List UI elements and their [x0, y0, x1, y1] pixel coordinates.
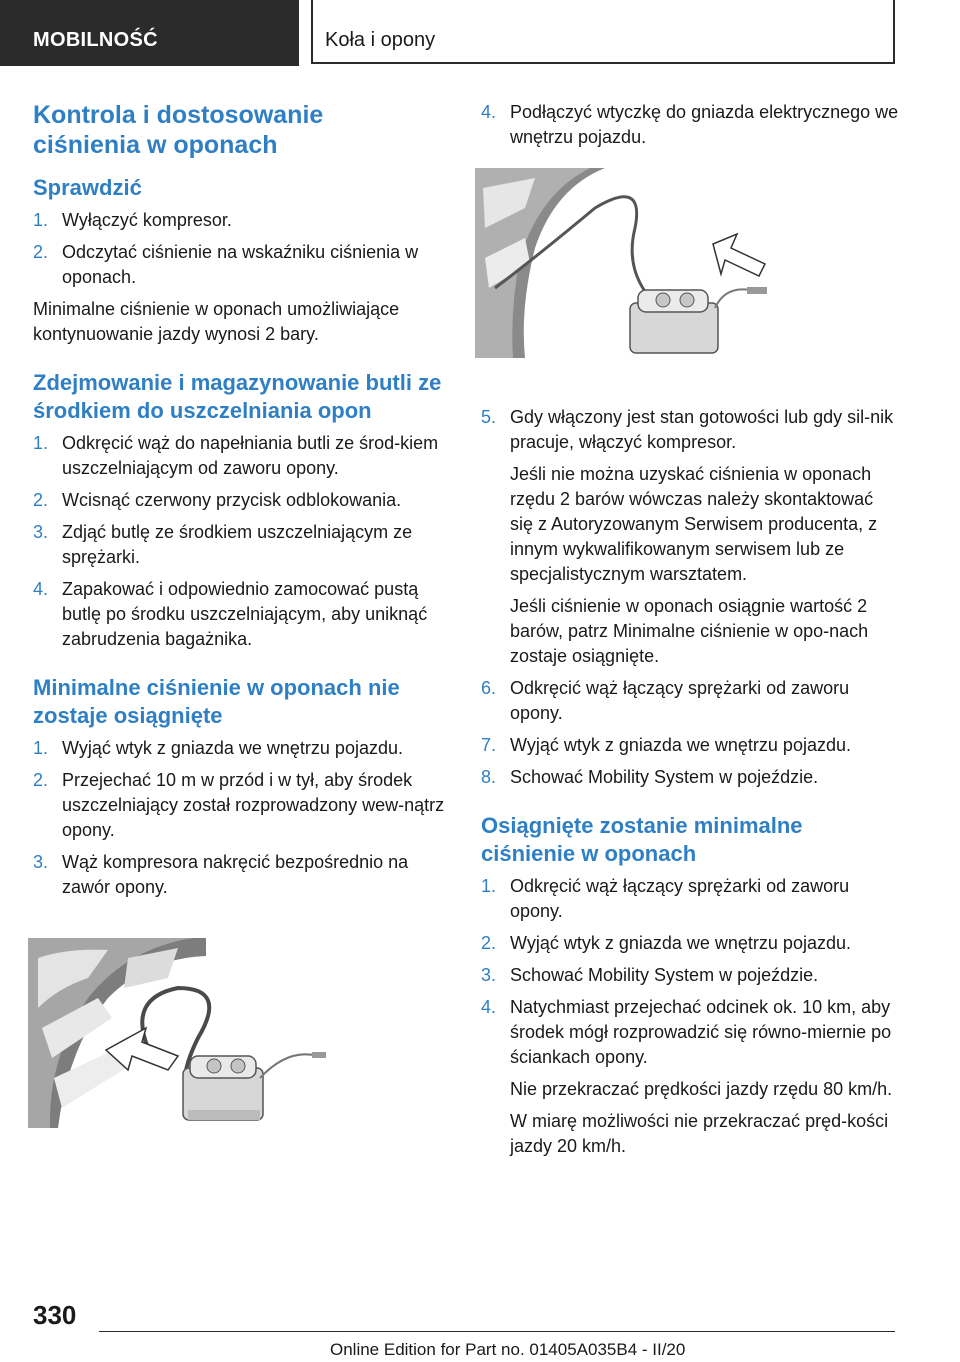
list-item [33, 736, 453, 761]
compressor-steps [481, 405, 901, 790]
step-text: Wyjąć wtyk z gniazda we wnętrzu pojazdu. [510, 933, 851, 953]
step-note: Nie przekraczać prędkości jazdy rzędu 80 km/h. [510, 1079, 893, 1099]
step-text: Przejechać 10 m w przód i w tył, aby środek uszczelniający został rozprowadzony wew-nątrz opony. [62, 770, 445, 840]
step-number: 7. [481, 735, 497, 755]
reached-heading: Osiągnięte zostanie minimalne ciśnienie w oponach [481, 813, 803, 866]
right-column-lower [481, 405, 901, 1173]
list-item [481, 995, 901, 1159]
list-item [481, 100, 901, 150]
check-heading: Sprawdzić [33, 175, 142, 200]
step-note: Jeśli ciśnienie w oponach osiągnie wartość 2 barów, patrz Minimalne ciśnienie w opo-nach zostaje osiągnięte. [510, 596, 869, 666]
removal-heading: Zdejmowanie i magazynowanie butli ze środkiem do uszczelniania opon [33, 370, 442, 423]
list-item [33, 208, 453, 233]
page-number: 330 [33, 1300, 77, 1330]
step-number: 5. [481, 407, 497, 427]
not-reached-section [33, 674, 453, 900]
header-section-tab: MOBILNOŚĆ [0, 0, 299, 66]
step-number: 4. [33, 579, 49, 599]
list-item [481, 676, 901, 726]
step-number: 2. [33, 490, 49, 510]
compressor-graphic [183, 1056, 263, 1120]
check-note: Minimalne ciśnienie w oponach umożliwiające kontynuowanie jazdy wynosi 2 bary. [33, 299, 400, 344]
step-number: 2. [481, 933, 497, 953]
step-number: 6. [481, 678, 497, 698]
not-reached-heading: Minimalne ciśnienie w oponach nie zostaje osiągnięte [33, 675, 400, 728]
list-item [481, 765, 901, 790]
footer-edition-text: Online Edition for Part no. 01405A035B4 - II/20 [330, 1340, 686, 1359]
plug-graphic [312, 1052, 326, 1058]
list-item [481, 931, 901, 956]
step-text: Zdjąć butlę ze środkiem uszczelniającym ze sprężarki. [62, 522, 413, 567]
step-text: Wyłączyć kompresor. [62, 210, 232, 230]
step-text: Odkręcić wąż do napełniania butli ze środ-kiem uszczelniającym od zaworu opony. [62, 433, 439, 478]
step-text: Wąż kompresora nakręcić bezpośrednio na zawór opony. [62, 852, 409, 897]
step-number: 2. [33, 242, 49, 262]
step-text: Zapakować i odpowiednio zamocować pustą butlę po środku uszczelniającym, aby uniknąć zabrudzenia bagażnika. [62, 579, 428, 649]
removal-steps [33, 431, 453, 652]
step-note: W miarę możliwości nie przekraczać pręd-kości jazdy 20 km/h. [510, 1111, 889, 1156]
plug-graphic [747, 287, 767, 294]
header-chapter-title: Koła i opony [311, 0, 895, 64]
step-text: Wyjąć wtyk z gniazda we wnętrzu pojazdu. [62, 738, 403, 758]
left-column [33, 100, 453, 914]
plug-socket-illustration [475, 168, 785, 358]
list-item [33, 488, 453, 513]
step-text: Schować Mobility System w pojeździe. [510, 767, 819, 787]
page-title: Kontrola i dostosowanie ciśnienia w oponach [33, 101, 324, 159]
step-number: 1. [33, 210, 49, 230]
step-text: Schować Mobility System w pojeździe. [510, 965, 819, 985]
compressor-valve-illustration [28, 938, 338, 1128]
step-number: 4. [481, 102, 497, 122]
list-item [481, 733, 901, 758]
list-item [481, 405, 901, 669]
step-number: 1. [33, 738, 49, 758]
step-number: 1. [33, 433, 49, 453]
list-item [33, 520, 453, 570]
check-steps [33, 208, 453, 290]
check-section [33, 174, 453, 347]
footer-divider [99, 1331, 895, 1332]
reached-steps [481, 874, 901, 1159]
step-text: Odczytać ciśnienie na wskaźniku ciśnienia w oponach. [62, 242, 419, 287]
connect-steps [481, 100, 901, 150]
list-item [481, 963, 901, 988]
step-text: Odkręcić wąż łączący sprężarki od zaworu opony. [510, 678, 850, 723]
removal-section [33, 369, 453, 652]
step-text: Gdy włączony jest stan gotowości lub gdy sil-nik pracuje, włączyć kompresor. [510, 407, 894, 452]
compressor-graphic [630, 290, 718, 353]
not-reached-steps [33, 736, 453, 900]
step-number: 8. [481, 767, 497, 787]
right-column [481, 100, 901, 157]
step-number: 2. [33, 770, 49, 790]
step-number: 3. [481, 965, 497, 985]
list-item [481, 874, 901, 924]
list-item [33, 850, 453, 900]
step-number: 1. [481, 876, 497, 896]
step-text: Natychmiast przejechać odcinek ok. 10 km, aby środek mógł rozprowadzić się równo-miernie po ściankach opony. [510, 997, 892, 1067]
step-text: Odkręcić wąż łączący sprężarki od zaworu opony. [510, 876, 850, 921]
step-number: 3. [33, 522, 49, 542]
reached-section [481, 812, 901, 1159]
step-number: 3. [33, 852, 49, 872]
step-text: Podłączyć wtyczkę do gniazda elektrycznego we wnętrzu pojazdu. [510, 102, 899, 147]
list-item [33, 768, 453, 843]
list-item [33, 431, 453, 481]
step-text: Wyjąć wtyk z gniazda we wnętrzu pojazdu. [510, 735, 851, 755]
step-note: Jeśli nie można uzyskać ciśnienia w oponach rzędu 2 barów wówczas należy skontaktować się z Autoryzowanym Serwisem producenta, z innym wykwalifikowanym serwisem lub ze specjalistycznym warsztatem. [510, 464, 878, 584]
step-text: Wcisnąć czerwony przycisk odblokowania. [62, 490, 402, 510]
step-number: 4. [481, 997, 497, 1017]
list-item [33, 240, 453, 290]
list-item [33, 577, 453, 652]
